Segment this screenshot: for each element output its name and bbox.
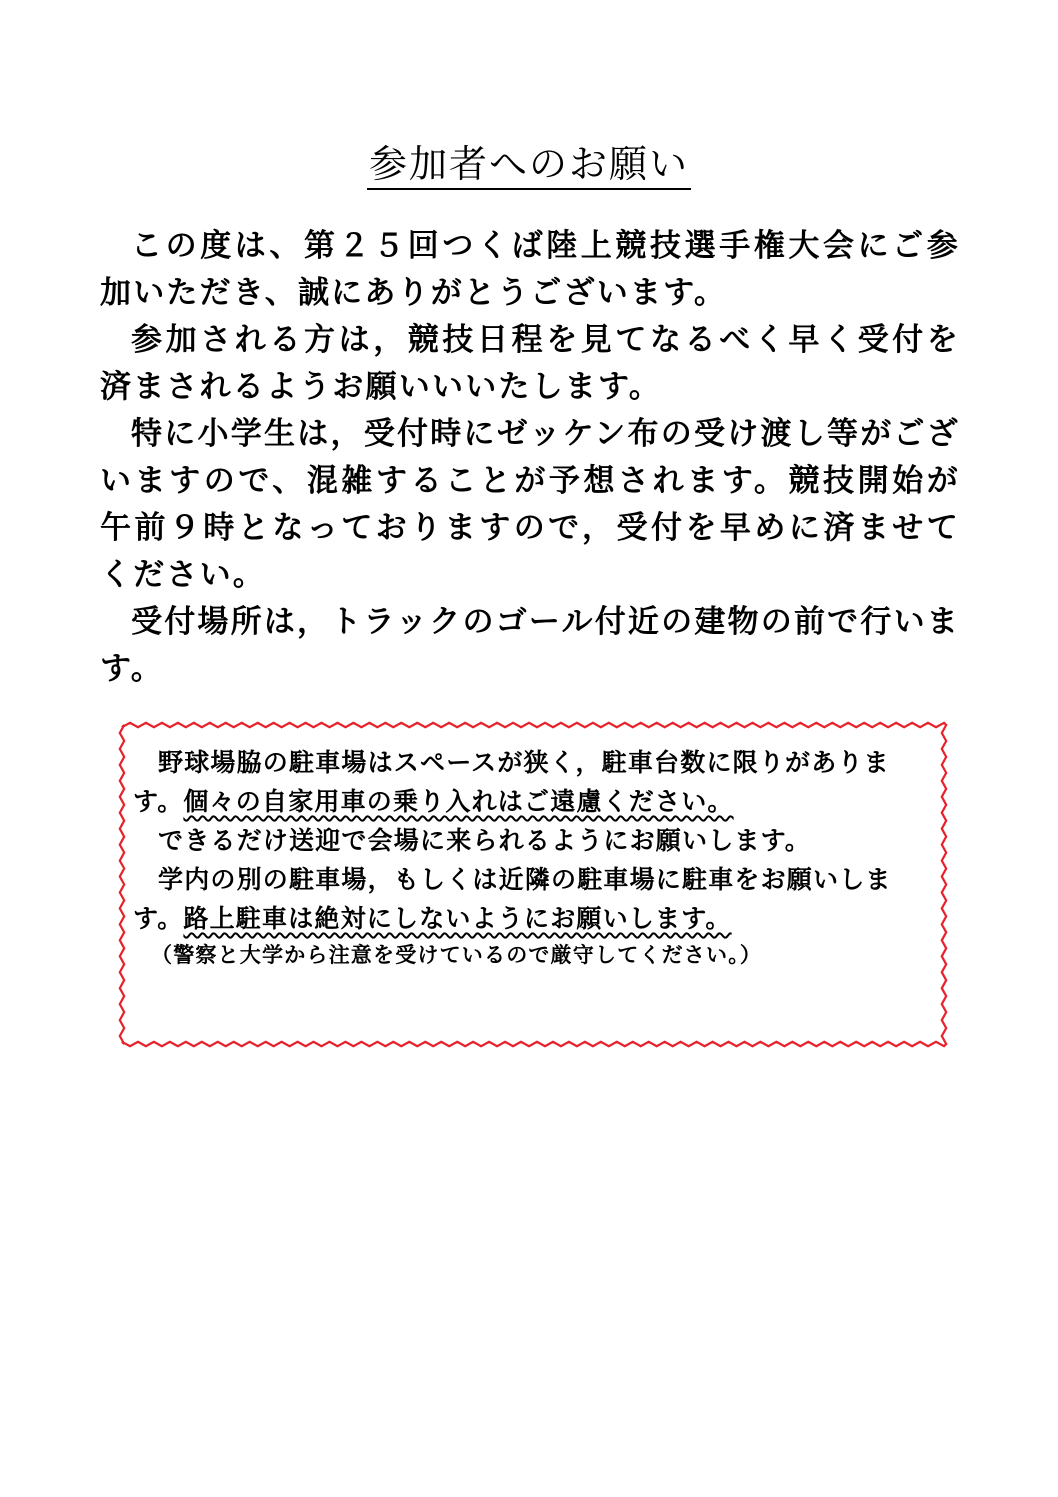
notice-paragraph-other-parking: [133, 860, 933, 938]
notice-street-parking-warning: 路上駐車は絶対にしないようにお願いします。: [183, 904, 732, 933]
notice-other-parking-text: 学内の別の駐車場，もしくは近隣の駐車場に駐車をお願いします。: [133, 865, 892, 933]
paragraph-reception-location: 受付場所は，トラックのゴール付近の建物の前で行います。: [100, 604, 960, 687]
paragraph-elementary: 特に小学生は，受付時にゼッケン布の受け渡し等がございますので、混雑することが予想されます。競技開始が午前９時となっておりますので，受付を早めに済ませてください。: [100, 416, 960, 593]
body-text: [100, 223, 960, 693]
paragraph-greeting: この度は、第２５回つくば陸上競技選手権大会にご参加いただき、誠にありがとうございます。: [100, 228, 960, 311]
notice-police-note: （警察と大学から注意を受けているので厳守してください。）: [151, 942, 763, 967]
notice-parking-text: 野球場脇の駐車場はスペースが狭く，駐車台数に限りがあります。: [133, 748, 890, 816]
page-title: [0, 138, 1058, 190]
notice-text: [133, 743, 933, 972]
notice-paragraph-parking: [133, 743, 933, 821]
page-title-text: 参加者へのお願い: [367, 142, 691, 190]
notice-paragraph-pickup: できるだけ送迎で会場に来られるようにお願いします。: [158, 826, 812, 855]
parking-notice-box: [118, 721, 948, 1048]
paragraph-reception: 参加される方は，競技日程を見てなるべく早く受付を済まされるようお願いいいたします。: [100, 322, 960, 405]
notice-private-car-warning: 個々の自家用車の乗り入れはご遠慮ください。: [183, 787, 734, 816]
